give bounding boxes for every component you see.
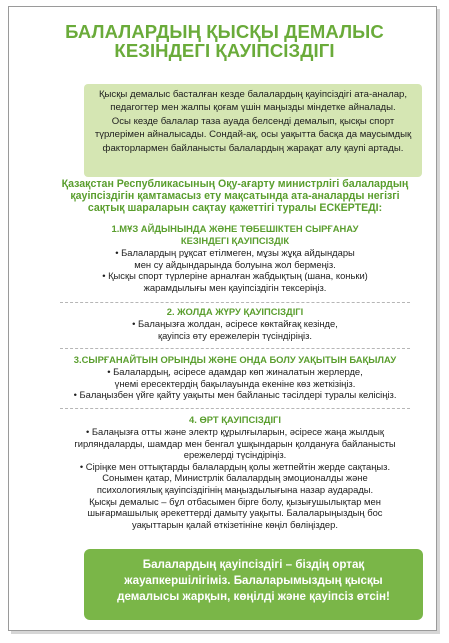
intro-line: түрлерімен айналысады. Сондай-ақ, осы уақытта басқа да маусымдық [94, 129, 412, 141]
title-line: КЕЗІНДЕГІ ҚАУІПСІЗДІГІ [114, 40, 335, 61]
section-sledding-supervision [40, 354, 430, 401]
section-title-line: 3.СЫРҒАНАЙТЫН ОРЫНДЫ ЖӘНЕ ОНДА БОЛУ УАҚЫТЫН БАҚЫЛАУ [73, 354, 397, 365]
closing-line: демалысы жарқын, көңілді және қауіпсіз өтсін! [117, 590, 390, 603]
section-divider [60, 348, 410, 349]
page-shadow-right [437, 9, 440, 634]
section-body-line: • Балалардың рұқсат етілмеген, мұзы жұқа айдындары [115, 247, 355, 258]
section-body-line: • Қысқы спорт түрлеріне арналған жабдықтың (шана, коньки) [102, 270, 368, 282]
section-body-line: Сонымен қатар, Министрлік балалардың эмоционалды және [102, 472, 368, 484]
closing-line: жауапкершілігіміз. Балаларымыздың қысқы [124, 574, 383, 587]
section-body-line: уақыттарын қалай өткізетініне көңіл бөліңіздер. [132, 518, 338, 530]
section-body-line: • Балаңызға отты және электр құрылғыларын, әсіресе жаңа жылдық [86, 426, 384, 437]
warning-line: Қазақстан Республикасының Оқу-ағарту министрлігі балалардың [61, 178, 409, 190]
section-body-line: • Балаңызға жолдан, әсіресе көктайғақ кезінде, [132, 318, 338, 329]
section-title-line: 2. ЖОЛДА ЖҮРУ ҚАУІПСІЗДІГІ [166, 306, 304, 317]
section-body-line: шығармашылық әрекеттерді дамыту уақыты. Балаларыңыздың бос [87, 507, 383, 519]
section-body [40, 426, 430, 530]
section-body-line: жарамдылығы мен қауіпсіздігін тексеріңіз. [143, 281, 327, 293]
intro-line: Қысқы демалыс басталған кезде балалардың қауіпсіздігі ата-аналар, [98, 89, 408, 100]
intro-line: педагогтер мен жалпы қоғам үшін маңызды міндетке айналады. [110, 102, 396, 114]
section-body-line: қауіпсіз өту ережелерін түсіндіріңіз. [157, 329, 313, 341]
section-body [40, 318, 430, 341]
closing-banner [84, 549, 423, 620]
section-title-line: КЕЗІНДЕГІ ҚАУІПСІЗДІК [180, 235, 290, 246]
section-title [40, 354, 430, 366]
page-shadow-bottom [11, 631, 440, 634]
section-body-line: мен су айдындарында болуына жол бермеңіз. [134, 258, 336, 270]
section-body-line: Қысқы демалыс – бұл отбасымен бірге болу, қызығушылықтар мен [89, 495, 381, 507]
title-line: БАЛАЛАРДЫҢ ҚЫСҚЫ ДЕМАЛЫС [65, 21, 384, 42]
poster-title [0, 22, 449, 60]
section-title [40, 414, 430, 426]
section-body-line: үнемі ересектердің бақылауында екеніне көз жеткізіңіз. [114, 377, 356, 389]
section-body [40, 247, 430, 293]
section-body-line: • Балаңызбен үйге қайту уақыты мен байланыс тәсілдері туралы келісіңіз. [73, 389, 397, 401]
intro-line: Осы кезде балалар таза ауада белсенді демалып, қысқы спорт [111, 115, 395, 127]
section-divider [60, 302, 410, 303]
section-body-line: гирляндаларды, шамдар мен бенгал ұшқындарын қолдануға байланысты [74, 437, 396, 449]
section-body-line: • Сіріңке мен оттықтарды балалардың қолы жетпейтін жерде сақтаңыз. [79, 460, 391, 472]
ministry-warning [40, 178, 430, 214]
section-divider [60, 408, 410, 409]
section-title [40, 223, 430, 247]
section-title-line: 4. ӨРТ ҚАУІПСІЗДІГІ [189, 414, 281, 425]
section-road-safety [40, 306, 430, 341]
closing-line: Балалардың қауіпсіздігі – біздің ортақ [142, 558, 365, 571]
intro-box [84, 84, 422, 177]
warning-line: қауіпсіздігін қамтамасыз ету мақсатында ата-аналарды негізгі [70, 190, 400, 202]
warning-line: сақтық шараларын сақтау қажеттігі туралы ЕСКЕРТЕДІ: [87, 202, 383, 214]
intro-line: факторлармен байланысты балалардың жарақат алу қаупі артады. [102, 142, 404, 154]
section-fire-safety [40, 414, 430, 530]
section-body [40, 366, 430, 401]
section-ice-safety [40, 223, 430, 293]
section-body-line: • Балалардың, әсіресе адамдар көп жиналатын жерлерде, [107, 366, 363, 377]
section-body-line: ережелерді түсіндіріңіз. [183, 449, 287, 461]
section-body-line: психологиялық қауіпсіздігінің маңыздылығына назар аударады. [96, 483, 374, 495]
section-title-line: 1.МҰЗ АЙДЫНЫНДА ЖӘНЕ ТӨБЕШІКТЕН СЫРҒАНАУ [111, 223, 359, 234]
section-title [40, 306, 430, 318]
